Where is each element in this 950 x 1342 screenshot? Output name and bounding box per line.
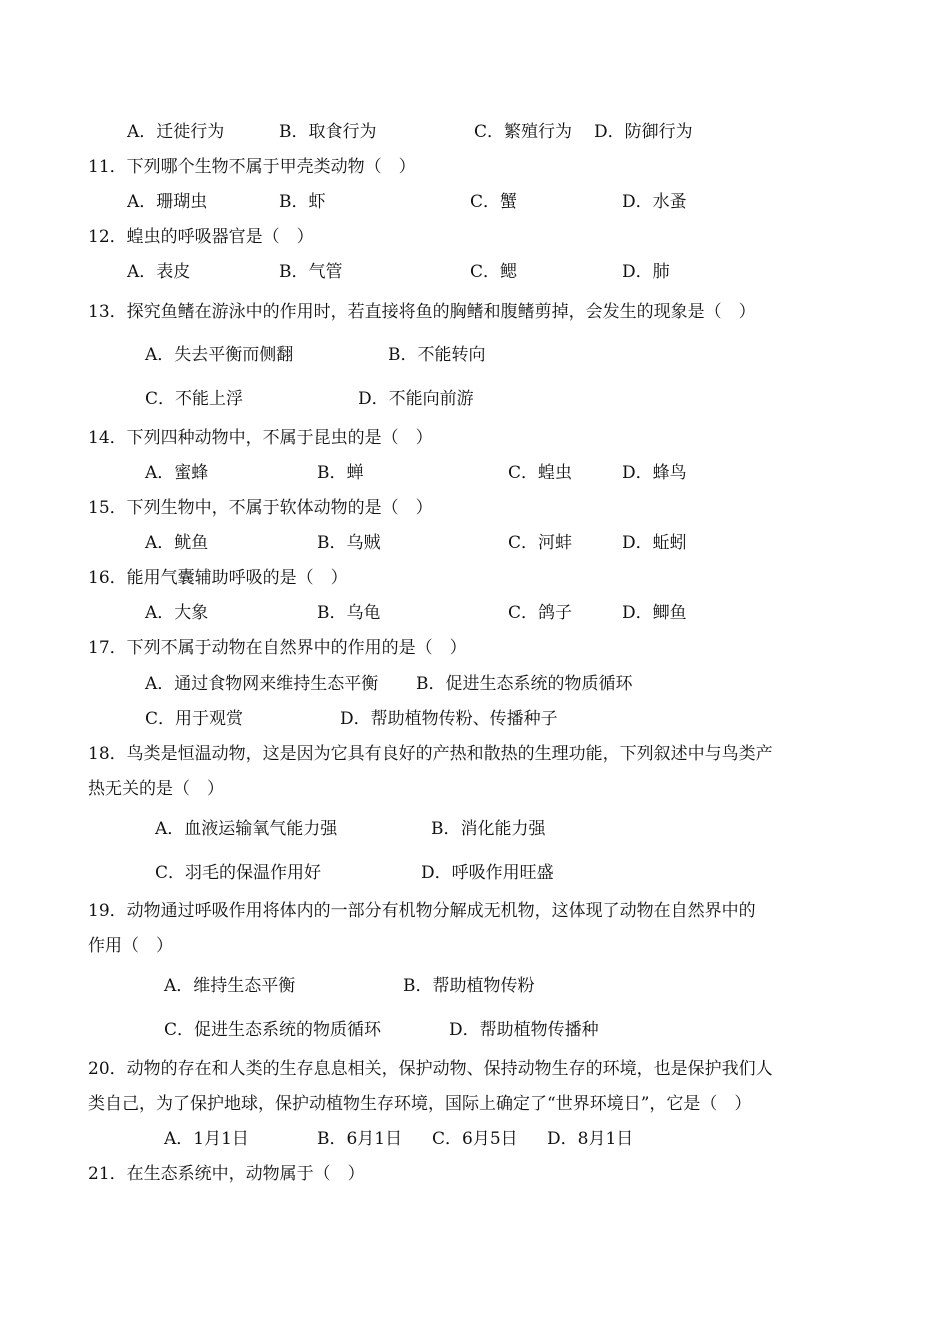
q11-option-b: B．虾 <box>279 192 326 212</box>
question-17: 17．下列不属于动物在自然界中的作用的是（ ） <box>88 638 467 658</box>
q17-option-a: A．通过食物网来维持生态平衡 <box>145 674 379 694</box>
q19-option-c: C．促进生态系统的物质循环 <box>164 1020 382 1040</box>
q14-option-a: A．蜜蜂 <box>145 463 209 483</box>
q16-option-a: A．大象 <box>145 603 209 623</box>
q14-option-b: B．蝉 <box>317 463 364 483</box>
q14-option-d: D．蜂鸟 <box>622 463 687 483</box>
q13-option-a: A．失去平衡而侧翻 <box>145 345 294 365</box>
q16-option-c: C．鸽子 <box>508 603 573 623</box>
question-15: 15．下列生物中，不属于软体动物的是（ ） <box>88 498 433 518</box>
q10-option-b: B．取食行为 <box>279 122 377 142</box>
q13-option-d: D．不能向前游 <box>358 389 474 409</box>
q18-option-d: D．呼吸作用旺盛 <box>421 863 554 883</box>
q20-option-c: C．6月5日 <box>432 1129 518 1149</box>
q16-option-b: B．乌龟 <box>317 603 381 623</box>
q13-option-c: C．不能上浮 <box>145 389 244 409</box>
question-20-continued: 类自己，为了保护地球，保护动植物生存环境，国际上确定了“世界环境日”，它是（ ） <box>88 1094 752 1114</box>
q17-option-b: B．促进生态系统的物质循环 <box>416 674 633 694</box>
question-12: 12．蝗虫的呼吸器官是（ ） <box>88 227 314 247</box>
q12-option-d: D．肺 <box>622 262 670 282</box>
q16-option-d: D．鲫鱼 <box>622 603 687 623</box>
q15-option-a: A．鱿鱼 <box>145 533 209 553</box>
q20-option-b: B．6月1日 <box>317 1129 403 1149</box>
q17-option-c: C．用于观赏 <box>145 709 244 729</box>
q18-option-b: B．消化能力强 <box>431 819 546 839</box>
q12-option-a: A．表皮 <box>127 262 191 282</box>
question-18-continued: 热无关的是（ ） <box>88 779 224 799</box>
q19-option-a: A．维持生态平衡 <box>164 976 296 996</box>
q20-option-a: A．1月1日 <box>164 1129 249 1149</box>
question-13: 13．探究鱼鳍在游泳中的作用时，若直接将鱼的胸鳍和腹鳍剪掉，会发生的现象是（ ） <box>88 302 756 322</box>
q15-option-b: B．乌贼 <box>317 533 381 553</box>
question-19: 19．动物通过呼吸作用将体内的一部分有机物分解成无机物，这体现了动物在自然界中的 <box>88 901 756 921</box>
q18-option-c: C．羽毛的保温作用好 <box>155 863 322 883</box>
q10-option-a: A．迁徙行为 <box>127 122 225 142</box>
q17-option-d: D．帮助植物传粉、传播种子 <box>340 709 558 729</box>
q19-option-b: B．帮助植物传粉 <box>403 976 535 996</box>
q15-option-d: D．蚯蚓 <box>622 533 687 553</box>
question-20: 20．动物的存在和人类的生存息息相关，保护动物、保持动物生存的环境，也是保护我们人 <box>88 1059 773 1079</box>
question-14: 14．下列四种动物中，不属于昆虫的是（ ） <box>88 428 433 448</box>
question-16: 16．能用气囊辅助呼吸的是（ ） <box>88 568 348 588</box>
q11-option-c: C．蟹 <box>470 192 518 212</box>
question-11: 11．下列哪个生物不属于甲壳类动物（ ） <box>88 157 416 177</box>
q11-option-d: D．水蚤 <box>622 192 687 212</box>
q12-option-c: C．鳃 <box>470 262 518 282</box>
q13-option-b: B．不能转向 <box>388 345 486 365</box>
question-21: 21．在生态系统中，动物属于（ ） <box>88 1164 365 1184</box>
q18-option-a: A．血液运输氧气能力强 <box>155 819 338 839</box>
q14-option-c: C．蝗虫 <box>508 463 573 483</box>
q15-option-c: C．河蚌 <box>508 533 573 553</box>
q12-option-b: B．气管 <box>279 262 343 282</box>
question-18: 18．鸟类是恒温动物，这是因为它具有良好的产热和散热的生理功能，下列叙述中与鸟类产 <box>88 744 773 764</box>
question-19-continued: 作用（ ） <box>88 936 173 956</box>
q20-option-d: D．8月1日 <box>547 1129 634 1149</box>
q19-option-d: D．帮助植物传播种 <box>449 1020 599 1040</box>
q11-option-a: A．珊瑚虫 <box>127 192 208 212</box>
q10-option-d: D．防御行为 <box>594 122 693 142</box>
q10-option-c: C．繁殖行为 <box>474 122 573 142</box>
